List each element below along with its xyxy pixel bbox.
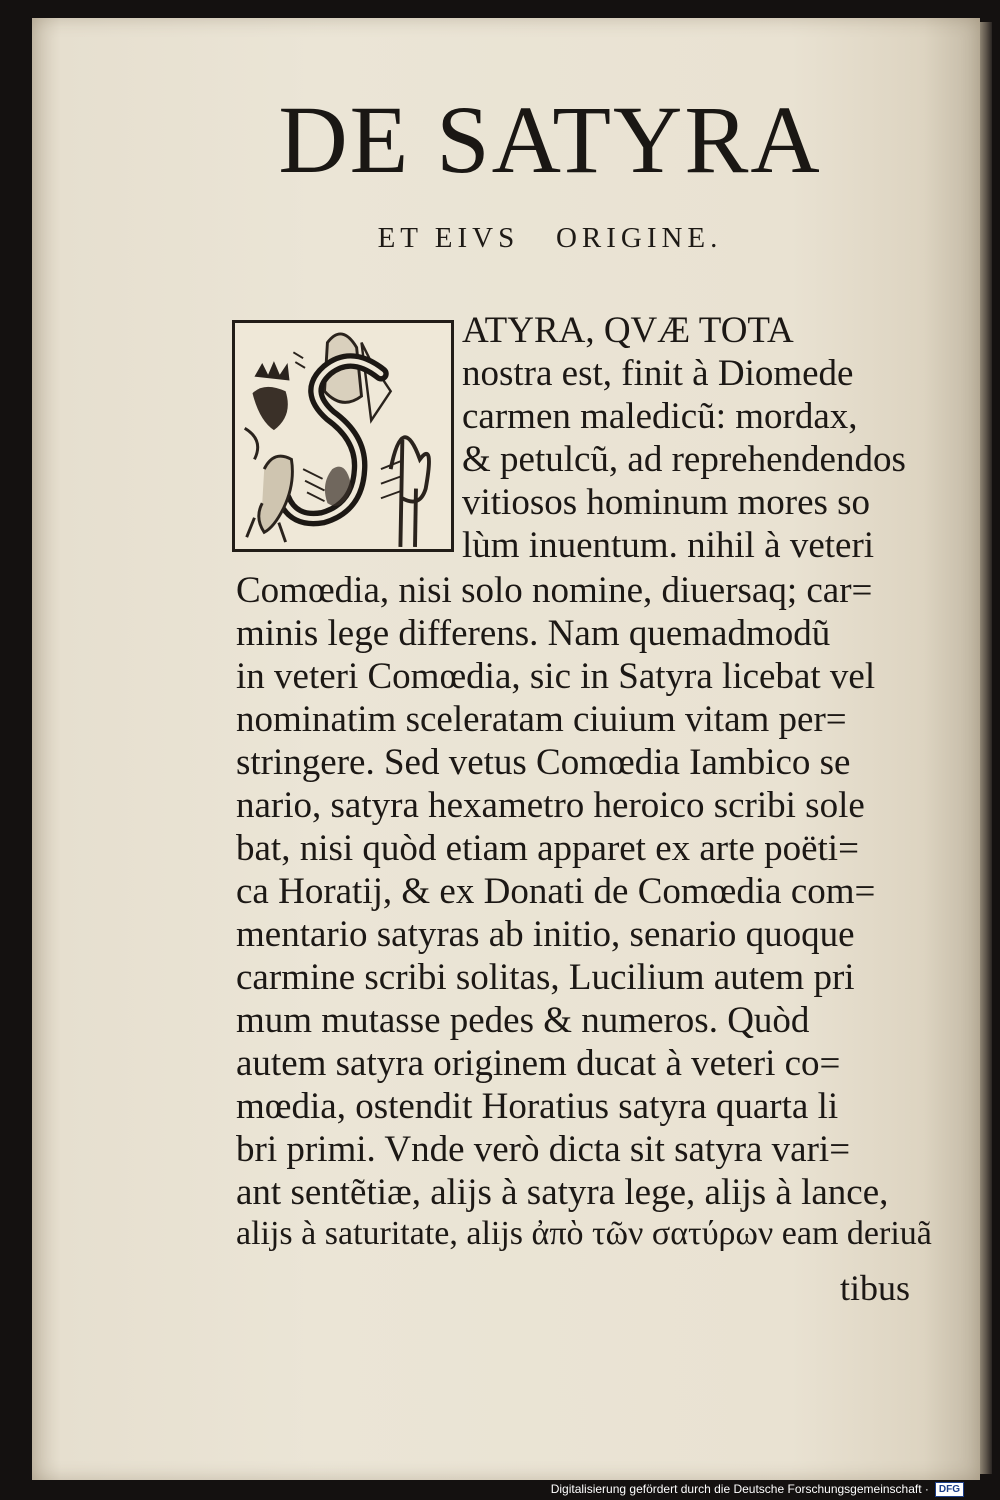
text-line: & petulcũ, ad reprehendendos xyxy=(462,439,906,480)
text-line: in veteri Comœdia, sic in Satyra licebat vel xyxy=(236,656,876,697)
text-line: mœdia, ostendit Horatius satyra quarta li xyxy=(236,1086,839,1127)
text-line: ant sentẽtiæ, alijs à satyra lege, alijs à lance, xyxy=(236,1172,889,1213)
text-line: mum mutasse pedes & numeros. Quòd xyxy=(236,1000,810,1041)
text-line: lùm inuentum. nihil à veteri xyxy=(462,525,875,566)
text-line: nominatim sceleratam ciuium vitam per= xyxy=(236,699,847,740)
text-line: ATYRA, QVÆ TOTA xyxy=(462,310,794,351)
page-subtitle: ET EIVS ORIGINE. xyxy=(377,222,723,254)
catchword: tibus xyxy=(840,1268,911,1308)
footer-text: Digitalisierung gefördert durch die Deutsche Forschungsgemeinschaft · xyxy=(550,1482,929,1496)
text-line: Comœdia, nisi solo nomine, diuersaq; car= xyxy=(236,570,873,611)
text-line: ca Horatij, & ex Donati de Comœdia com= xyxy=(236,871,876,912)
text-line: mentario satyras ab initio, senario quoque xyxy=(236,914,855,955)
page-edge xyxy=(978,22,992,1474)
text-line: bri primi. Vnde verò dicta sit satyra vari= xyxy=(236,1129,851,1170)
footer-credit xyxy=(551,1480,964,1498)
text-line: carmine scribi solitas, Lucilium autem pri xyxy=(236,957,855,998)
text-line: vitiosos hominum mores so xyxy=(462,482,871,523)
text-line: autem satyra originem ducat à veteri co= xyxy=(236,1043,841,1084)
text-line: carmen maledicũ: mordax, xyxy=(462,396,858,437)
text-line: stringere. Sed vetus Comœdia Iambico se xyxy=(236,742,851,783)
text-line: nario, satyra hexametro heroico scribi sole xyxy=(236,785,865,826)
text-line: minis lege differens. Nam quemadmodũ xyxy=(236,613,831,654)
text-line: nostra est, finit à Diomede xyxy=(462,353,854,394)
text-line: alijs à saturitate, alijs ἀπὸ τῶν σατύρων eam deriuã xyxy=(236,1215,932,1252)
page-title: DE SATYRA xyxy=(278,86,822,193)
text-line: bat, nisi quòd etiam apparet ex arte poëti= xyxy=(236,828,859,869)
woodcut-initial-s-icon xyxy=(232,320,454,552)
dfg-logo-icon: DFG xyxy=(935,1482,964,1497)
